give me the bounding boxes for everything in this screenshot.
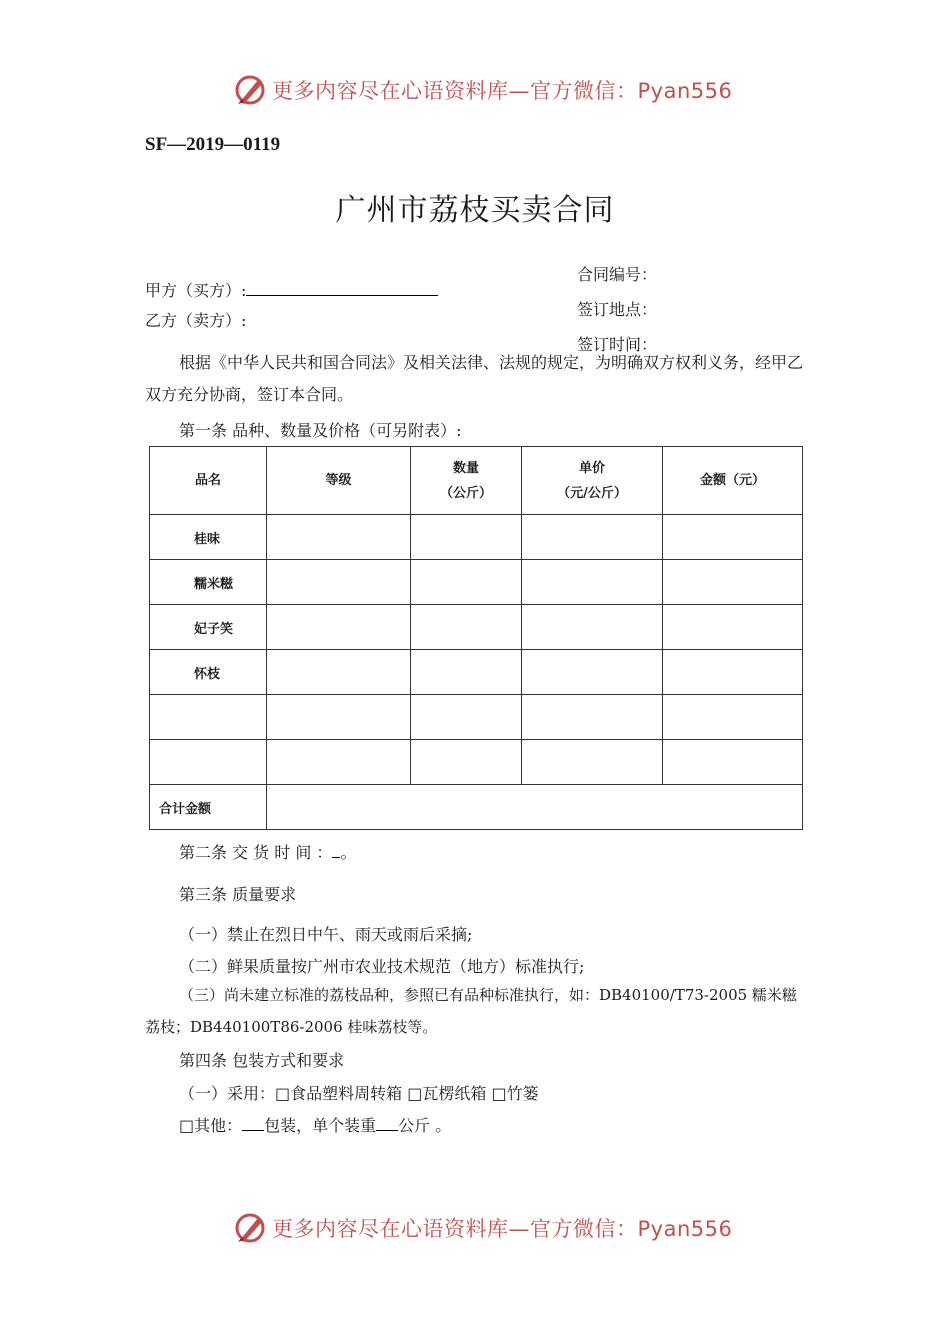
grade-cell[interactable]: [267, 605, 411, 650]
qty-cell[interactable]: [411, 695, 522, 740]
header-grade: 等级: [267, 447, 411, 515]
row-name: 桂味: [150, 515, 267, 560]
grade-cell[interactable]: [267, 560, 411, 605]
option-carton-checkbox[interactable]: □瓦楞纸箱: [407, 1084, 487, 1103]
price-cell[interactable]: [522, 695, 663, 740]
header-name: 品名: [150, 447, 267, 515]
option-other-checkbox[interactable]: □其他：: [179, 1116, 243, 1135]
row-name[interactable]: [150, 740, 267, 785]
intro-paragraph: 根据《中华人民共和国合同法》及相关法律、法规的规定，为明确双方权利义务，经甲乙双方充分协商，签订本合同。: [145, 353, 804, 404]
article2-label: 第二条 交 货 时 间 ：: [179, 843, 333, 862]
article3-item1: （一）禁止在烈日中午、雨天或雨后采摘;: [179, 925, 473, 944]
article3-title: 第三条 质量要求: [179, 885, 297, 904]
sign-time-label: 签订时间：: [577, 335, 658, 354]
price-cell[interactable]: [522, 605, 663, 650]
price-cell[interactable]: [522, 650, 663, 695]
total-amount-cell[interactable]: [267, 785, 803, 830]
watermark-banner-bottom: [232, 1210, 732, 1246]
contract-no-label: 合同编号：: [577, 265, 658, 284]
other-package-blank[interactable]: [242, 1117, 264, 1131]
banner-text: 更多内容尽在心语资料库—官方微信：Pyan556: [272, 1217, 733, 1241]
article3-item3: （三）尚未建立标准的荔枝品种，参照已有品种标准执行，如：DB40100/T73-2005 糯米糍荔枝；DB440100T86-2006 桂味荔枝等。: [145, 986, 797, 1036]
header-price: [522, 447, 663, 515]
sign-place-label: 签订地点：: [577, 300, 658, 319]
watermark-banner-top: [232, 72, 732, 108]
row-name: 糯米糍: [150, 560, 267, 605]
header-qty: [411, 447, 522, 515]
qty-cell[interactable]: [411, 605, 522, 650]
amount-cell[interactable]: [663, 740, 803, 785]
amount-cell[interactable]: [663, 695, 803, 740]
row-name: 怀枝: [150, 650, 267, 695]
table-row: [150, 695, 803, 740]
article4-item1: [179, 1081, 539, 1104]
price-cell[interactable]: [522, 740, 663, 785]
row-name[interactable]: [150, 695, 267, 740]
header-qty-unit: （公斤）: [439, 485, 492, 501]
table-row: [150, 650, 803, 695]
header-amount: 金额（元）: [663, 447, 803, 515]
total-label: 合计金额: [150, 785, 267, 830]
buyer-label: 甲方（买方）:: [145, 281, 247, 300]
article4-other-line: [179, 1113, 451, 1136]
pen-logo-icon: [232, 72, 268, 108]
article4-other-mid: 包装，单个装重: [264, 1116, 377, 1135]
option-bamboo-basket-checkbox[interactable]: □竹篓: [491, 1084, 539, 1103]
qty-cell[interactable]: [411, 650, 522, 695]
table-header-row: [150, 447, 803, 515]
pen-logo-icon: [232, 1210, 268, 1246]
qty-cell[interactable]: [411, 740, 522, 785]
article2-line: [179, 840, 356, 863]
buyer-blank: [246, 281, 438, 296]
banner-text: 更多内容尽在心语资料库—官方微信：Pyan556: [272, 79, 733, 103]
buyer-line: [145, 278, 438, 301]
amount-cell[interactable]: [663, 515, 803, 560]
grade-cell[interactable]: [267, 650, 411, 695]
article3-item2: （二）鲜果质量按广州市农业技术规范（地方）标准执行;: [179, 957, 585, 976]
article4-title: 第四条 包装方式和要求: [179, 1051, 345, 1070]
product-table: [149, 446, 803, 830]
total-row: [150, 785, 803, 830]
document-number: SF—2019—0119: [145, 134, 281, 155]
qty-cell[interactable]: [411, 560, 522, 605]
table-row: [150, 605, 803, 650]
qty-cell[interactable]: [411, 515, 522, 560]
price-cell[interactable]: [522, 560, 663, 605]
grade-cell[interactable]: [267, 740, 411, 785]
price-cell[interactable]: [522, 515, 663, 560]
table-row: [150, 560, 803, 605]
article4-item1-prefix: （一）采用：: [179, 1084, 276, 1103]
option-plastic-crate-checkbox[interactable]: □食品塑料周转箱: [275, 1084, 403, 1103]
header-price-unit: （元/公斤）: [557, 485, 627, 501]
page-title: 广州市荔枝买卖合同: [335, 193, 615, 228]
header-qty-label: 数量: [452, 460, 479, 476]
article4-other-suffix: 公斤 。: [398, 1116, 452, 1135]
row-name: 妃子笑: [150, 605, 267, 650]
table-row: [150, 515, 803, 560]
amount-cell[interactable]: [663, 605, 803, 650]
seller-label: 乙方（卖方）:: [145, 311, 247, 330]
amount-cell[interactable]: [663, 560, 803, 605]
table-row: [150, 740, 803, 785]
article1-title: 第一条 品种、数量及价格（可另附表）:: [179, 421, 462, 440]
amount-cell[interactable]: [663, 650, 803, 695]
grade-cell[interactable]: [267, 695, 411, 740]
header-price-label: 单价: [578, 460, 605, 476]
grade-cell[interactable]: [267, 515, 411, 560]
unit-weight-blank[interactable]: [376, 1117, 398, 1131]
article2-end: 。: [340, 843, 357, 862]
